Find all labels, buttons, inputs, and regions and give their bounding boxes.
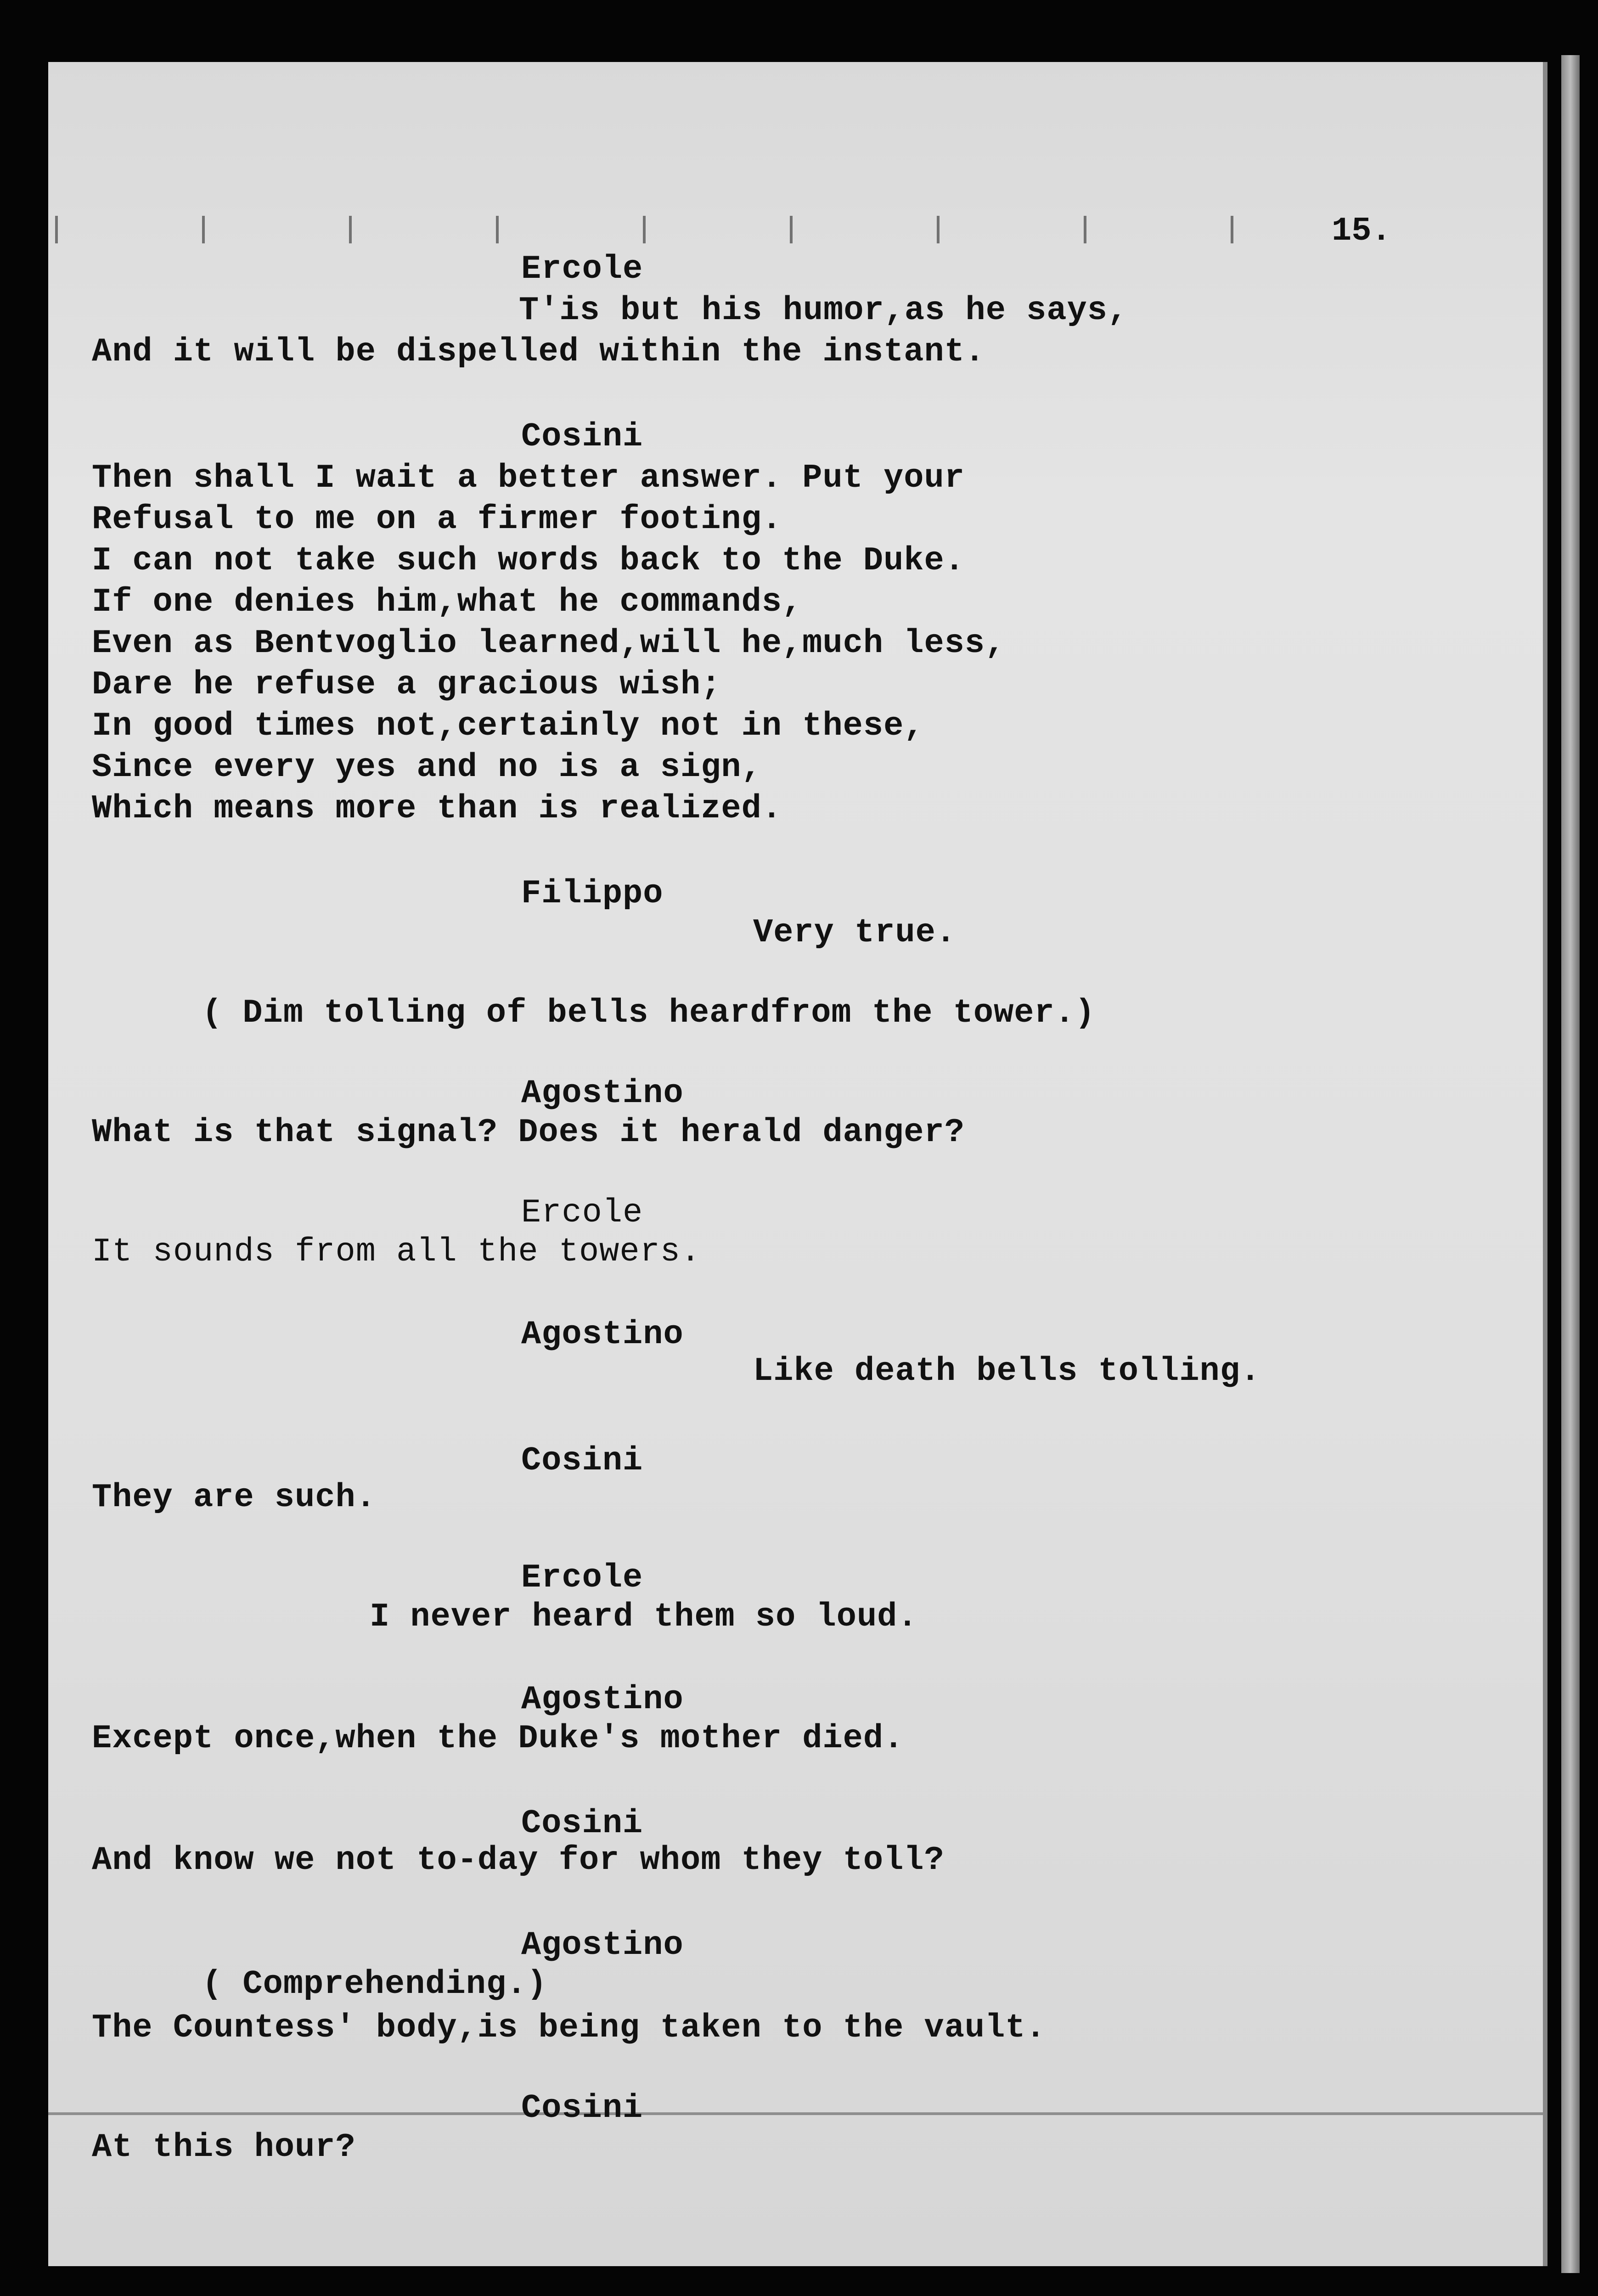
script-line: Then shall I wait a better answer. Put your xyxy=(92,459,965,497)
typed-page xyxy=(48,62,1547,2266)
script-line: Ercole xyxy=(521,1559,643,1597)
script-line: Ercole xyxy=(521,250,643,288)
script-line: T'is but his humor,as he says, xyxy=(519,292,1128,329)
script-line: Agostino xyxy=(521,1926,684,1964)
script-line: And know we not to-day for whom they toll? xyxy=(92,1841,945,1879)
script-line: In good times not,certainly not in these, xyxy=(92,707,924,745)
script-line: Agostino xyxy=(521,1075,684,1112)
script-line: Refusal to me on a firmer footing. xyxy=(92,501,782,538)
page-number: 15. xyxy=(1332,212,1391,250)
script-line: ( Dim tolling of bells heardfrom the tower.) xyxy=(202,994,1096,1032)
script-line: Which means more than is realized. xyxy=(92,790,782,827)
script-line: Cosini xyxy=(521,1805,643,1842)
fold-line xyxy=(48,2112,1543,2115)
script-line: Except once,when the Duke's mother died. xyxy=(92,1720,904,1757)
script-line: Agostino xyxy=(521,1681,684,1718)
script-line: At this hour? xyxy=(92,2128,356,2166)
script-line: Agostino xyxy=(521,1316,684,1353)
script-line: Dare he refuse a gracious wish; xyxy=(92,666,721,703)
script-line: If one denies him,what he commands, xyxy=(92,583,803,621)
script-line: Ercole xyxy=(521,1194,643,1232)
script-line: I never heard them so loud. xyxy=(370,1598,918,1636)
script-line: Since every yes and no is a sign, xyxy=(92,748,762,786)
margin-tick-marks xyxy=(55,216,1318,243)
script-line: Filippo xyxy=(521,875,664,912)
script-line: Cosini xyxy=(521,1442,643,1480)
script-line: ( Comprehending.) xyxy=(202,1965,547,2003)
script-line: What is that signal? Does it herald danger? xyxy=(92,1114,965,1151)
script-line: And it will be dispelled within the instant. xyxy=(92,333,985,371)
script-line: I can not take such words back to the Duke. xyxy=(92,542,965,580)
script-line: Like death bells tolling. xyxy=(753,1352,1261,1390)
script-line: The Countess' body,is being taken to the vault. xyxy=(92,2009,1046,2047)
script-line: Cosini xyxy=(521,418,643,456)
script-line: Very true. xyxy=(753,914,957,951)
script-line: Even as Bentvoglio learned,will he,much less, xyxy=(92,625,1006,662)
script-line: Cosini xyxy=(521,2089,643,2127)
script-line: It sounds from all the towers. xyxy=(92,1233,701,1271)
page-edge-shadow xyxy=(1561,55,1580,2273)
script-line: They are such. xyxy=(92,1479,376,1516)
